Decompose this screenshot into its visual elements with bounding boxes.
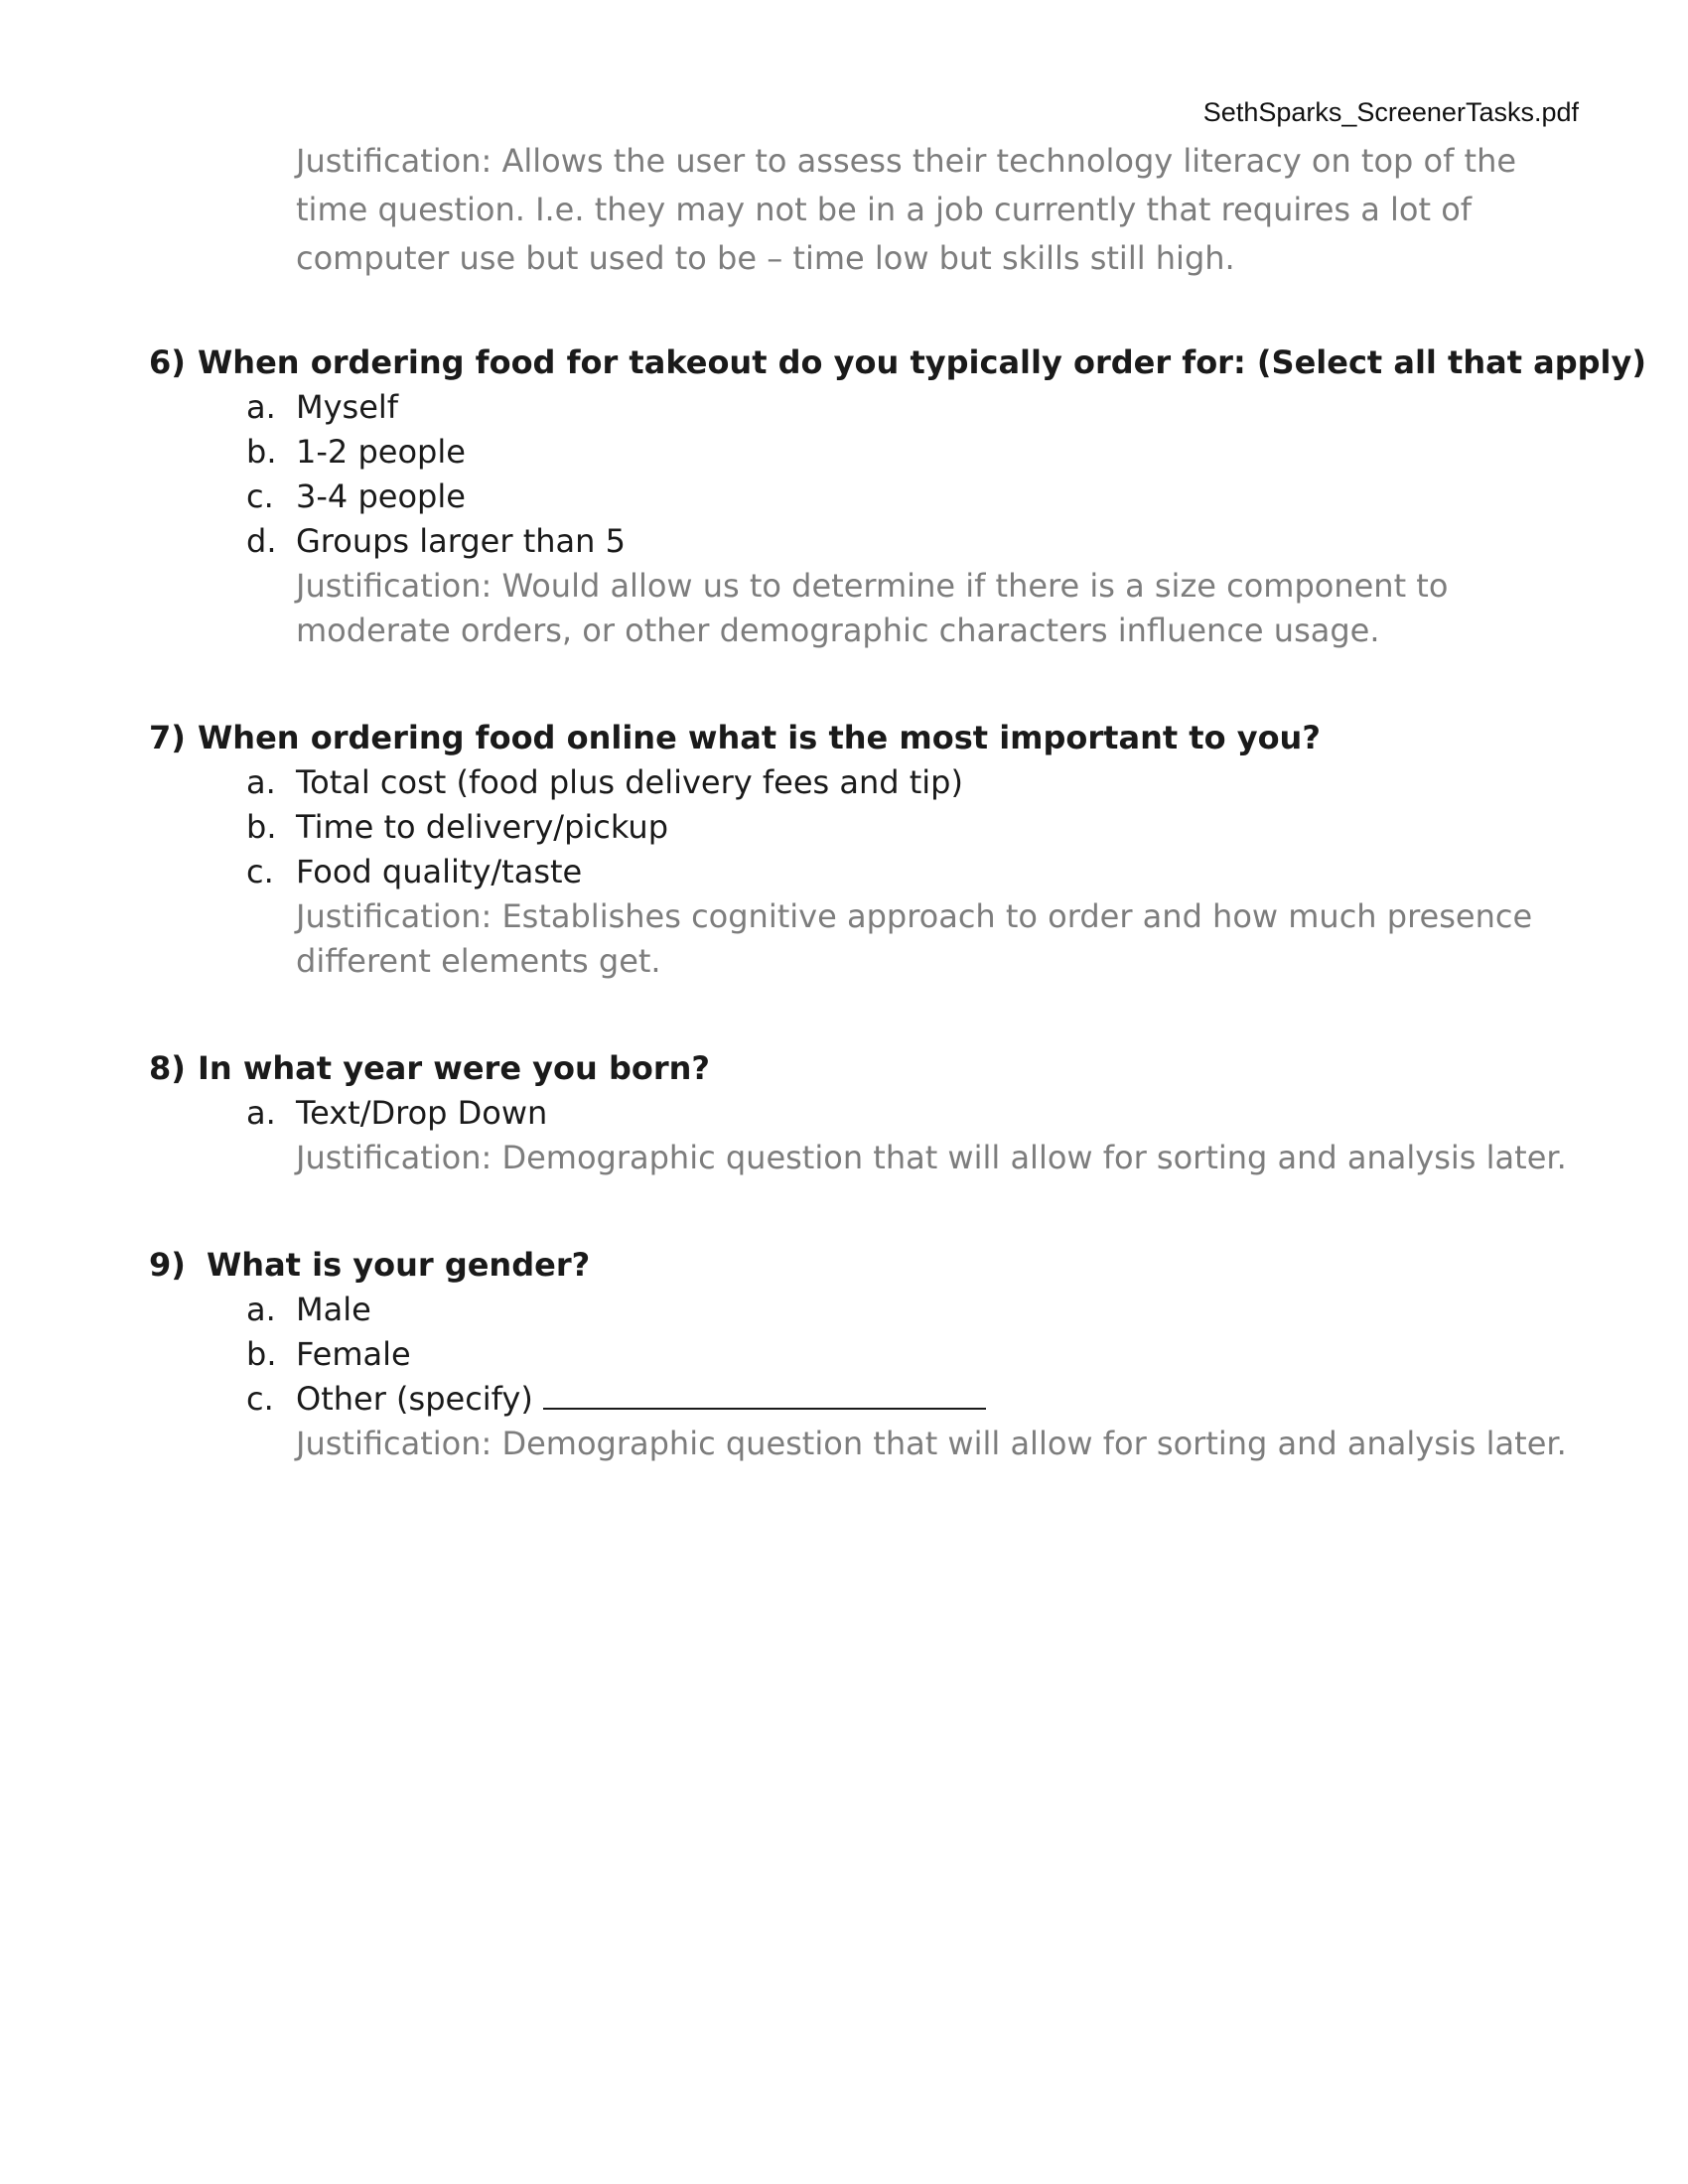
option-letter: c. xyxy=(246,853,274,890)
option-text: Female xyxy=(296,1335,411,1373)
option-letter: d. xyxy=(246,522,277,560)
question-title xyxy=(0,1045,1688,1091)
option-text: Food quality/taste xyxy=(296,853,583,890)
justification-text: Justification: Allows the user to assess their technology literacy on top of the time question. I.e. they may not be in a job currently that requires a lot of computer use but used to be – time low but skills still high. xyxy=(296,142,1517,277)
question-title xyxy=(0,1242,1688,1288)
specify-blank-line xyxy=(543,1378,986,1410)
answer-option xyxy=(0,385,1688,430)
question-number: 6) xyxy=(149,343,186,381)
answer-option xyxy=(0,1332,1688,1377)
justification-text: Justification: Would allow us to determine if there is a size component to moderate orders, or other demographic characters influence usage. xyxy=(296,567,1449,649)
option-text: 1-2 people xyxy=(296,433,466,471)
answer-option xyxy=(0,430,1688,475)
option-letter: a. xyxy=(246,388,276,426)
question-text: What is your gender? xyxy=(207,1246,591,1284)
answer-option xyxy=(0,519,1688,564)
option-letter: a. xyxy=(246,763,276,801)
question-9 xyxy=(0,1242,1688,1466)
question-8 xyxy=(0,1045,1688,1180)
question-number: 7) xyxy=(149,719,186,756)
document-filename-header: SethSparks_ScreenerTasks.pdf xyxy=(1202,97,1579,127)
option-letter: b. xyxy=(246,808,277,846)
option-text: 3-4 people xyxy=(296,478,466,515)
answer-option xyxy=(0,760,1688,805)
question-title xyxy=(0,340,1688,385)
justification-text: Justification: Demographic question that will allow for sorting and analysis later. xyxy=(296,1425,1567,1462)
option-letter: c. xyxy=(246,1380,274,1418)
document-body xyxy=(0,137,1688,1466)
question-number: 9) xyxy=(149,1246,186,1284)
justification-text: Justification: Demographic question that will allow for sorting and analysis later. xyxy=(296,1139,1567,1176)
answer-option xyxy=(0,475,1688,519)
option-letter: a. xyxy=(246,1291,276,1328)
option-label: Other (specify) xyxy=(296,1380,533,1418)
option-text: Time to delivery/pickup xyxy=(296,808,668,846)
option-text xyxy=(296,1377,986,1422)
answer-option xyxy=(0,805,1688,850)
justification-text: Justification: Establishes cognitive approach to order and how much presence different elements get. xyxy=(296,897,1533,980)
option-text: Myself xyxy=(296,388,399,426)
option-letter: b. xyxy=(246,433,277,471)
option-text: Total cost (food plus delivery fees and tip) xyxy=(296,763,963,801)
question-number: 8) xyxy=(149,1049,186,1087)
answer-option xyxy=(0,1091,1688,1136)
option-text: Text/Drop Down xyxy=(296,1094,548,1132)
answer-option xyxy=(0,1377,1688,1422)
option-letter: c. xyxy=(246,478,274,515)
question-text: In what year were you born? xyxy=(198,1049,710,1087)
option-letter: a. xyxy=(246,1094,276,1132)
question-text: When ordering food for takeout do you typically order for: (Select all that apply) xyxy=(198,343,1646,381)
option-text: Groups larger than 5 xyxy=(296,522,626,560)
question-text: When ordering food online what is the most important to you? xyxy=(198,719,1321,756)
answer-option xyxy=(0,1288,1688,1332)
answer-option xyxy=(0,850,1688,894)
question-7 xyxy=(0,715,1688,984)
question-title xyxy=(0,715,1688,760)
question-6 xyxy=(0,340,1688,653)
option-text: Male xyxy=(296,1291,371,1328)
option-letter: b. xyxy=(246,1335,277,1373)
